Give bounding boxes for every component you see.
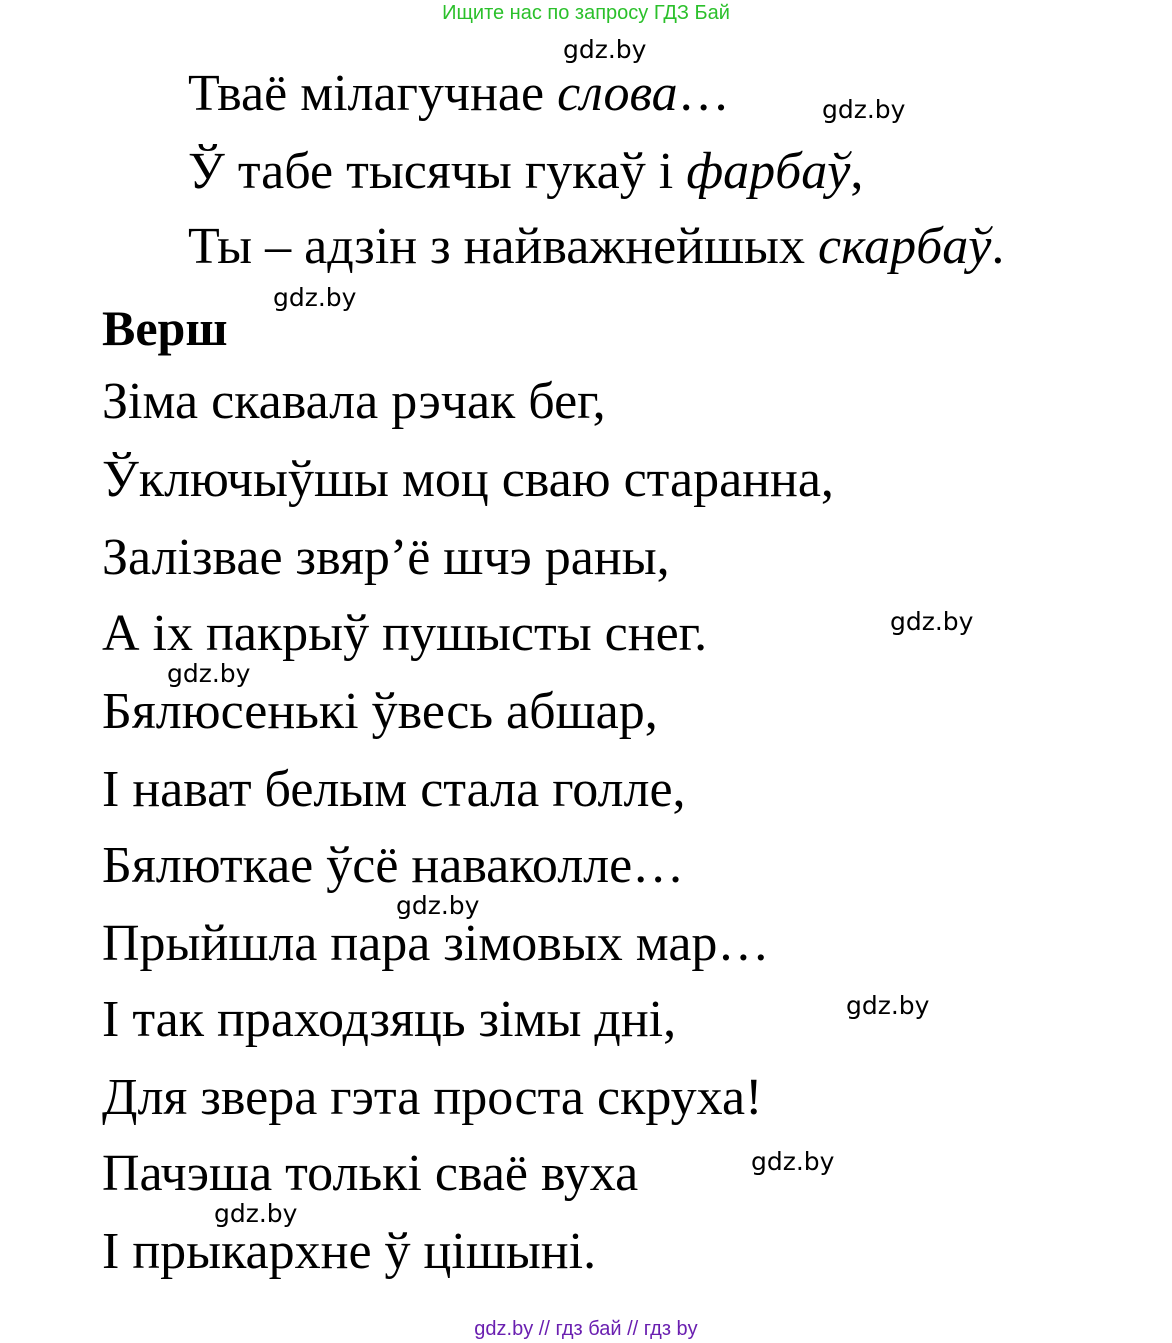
footer-links[interactable]: gdz.by // гдз бай // гдз by (474, 1318, 698, 1340)
poem-line: Залізвае звяр’ё шчэ раны, (102, 529, 670, 586)
watermark: gdz.by (822, 95, 906, 124)
poem-line: Пачэша толькі сваё вуха (102, 1145, 639, 1202)
poem-line: Зіма скавала рэчак бег, (102, 373, 606, 430)
poem-title: Верш (102, 300, 228, 356)
poem-line: Ўключыўшы моц сваю старанна, (102, 451, 834, 508)
watermark: gdz.by (751, 1147, 835, 1176)
watermark: gdz.by (890, 607, 974, 636)
poem-line: Бялюсенькі ўвесь абшар, (102, 683, 658, 740)
intro-line (188, 64, 730, 124)
watermark: gdz.by (214, 1199, 298, 1228)
poem-line: Бялюткае ўсё наваколле… (102, 837, 685, 894)
intro-line-italic-word: скарбаў (817, 218, 992, 275)
watermark: gdz.by (273, 283, 357, 312)
watermark: gdz.by (846, 991, 930, 1020)
poem-line: А іх пакрыў пушысты снег. (102, 605, 708, 662)
poem-line: Прыйшла пара зімовых мар… (102, 915, 770, 972)
watermark: gdz.by (563, 35, 647, 64)
intro-line-tail: . (991, 218, 1005, 275)
poem-line: І прыкархне ў цішыні. (102, 1223, 597, 1280)
poem-line: І нават белым стала голле, (102, 761, 686, 818)
header-search-link[interactable]: Ищите нас по запросу ГДЗ Бай (442, 2, 730, 24)
intro-line-italic-word: фарбаў (686, 143, 851, 200)
poem-line: Для звера гэта проста скруха! (102, 1069, 763, 1126)
intro-line-text: Тваё мілагучнае (188, 65, 558, 122)
intro-line-italic-word: слова (557, 65, 678, 122)
watermark: gdz.by (167, 659, 251, 688)
intro-line-text: Ты – адзін з найважнейшых (188, 218, 818, 275)
intro-line (188, 217, 1004, 277)
intro-line (188, 142, 863, 202)
watermark: gdz.by (396, 891, 480, 920)
poem-line: І так праходзяць зімы дні, (102, 991, 677, 1048)
intro-line-tail: , (850, 143, 864, 200)
intro-line-tail: … (677, 65, 730, 122)
intro-line-text: Ў табе тысячы гукаў і (188, 143, 687, 200)
